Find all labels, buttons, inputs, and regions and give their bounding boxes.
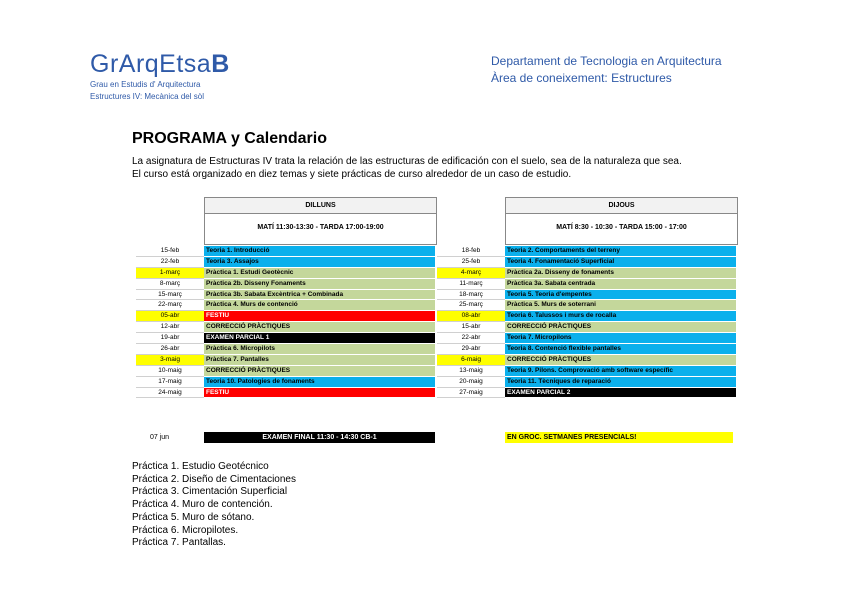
schedule-row [437,257,736,268]
schedule-date: 6-maig [437,355,505,366]
schedule-activity: Teoria 8. Contenció flexible pantalles [505,344,736,355]
schedule-date: 18-març [437,290,505,301]
schedule-activity: Pràctica 3a. Sabata centrada [505,279,736,290]
schedule-date: 25-març [437,300,505,311]
attendance-note: EN GROC. SETMANES PRESENCIALS! [505,432,733,443]
schedule-date: 08-abr [437,311,505,322]
schedule-date: 1-març [136,268,204,279]
page-title: PROGRAMA y Calendario [132,130,327,147]
schedule-date: 26-abr [136,344,204,355]
schedule-date: 12-abr [136,322,204,333]
schedule-row [136,333,435,344]
schedule-date: 15-abr [437,322,505,333]
schedule-row [437,322,736,333]
schedule-activity: Teoria 1. Introducció [204,246,435,257]
schedule-row [437,279,736,290]
schedule-date: 4-març [437,268,505,279]
monday-schedule-table [136,246,435,398]
intro-line-1: La asignatura de Estructuras IV trata la relación de las estructuras de edificación con el suelo, sea de la naturaleza que sea. [132,156,682,167]
schedule-activity: Teoria 7. Micropilons [505,333,736,344]
schedule-row [136,322,435,333]
schedule-date: 19-abr [136,333,204,344]
schedule-activity: FESTIU [204,388,435,399]
schedule-row [136,344,435,355]
schedule-row [437,311,736,322]
intro-line-2: El curso está organizado en diez temas y siete prácticas de curso alrededor de un caso de estudio. [132,169,572,180]
schedule-row [136,290,435,301]
schedule-activity: Pràctica 4. Murs de contenció [204,300,435,311]
schedule-row [437,366,736,377]
schedule-row [136,279,435,290]
schedule-date: 27-maig [437,388,505,399]
practice-item: Práctica 5. Muro de sótano. [132,511,255,523]
logo-main-text: GrArqEtsa [90,50,212,78]
intro-paragraph [132,155,782,181]
schedule-date: 11-març [437,279,505,290]
schedule-row [437,344,736,355]
schedule-date: 22-març [136,300,204,311]
schedule-date: 25-feb [437,257,505,268]
schedule-row [437,333,736,344]
schedule-date: 13-maig [437,366,505,377]
schedule-activity: Teoria 6. Talussos i murs de rocalla [505,311,736,322]
schedule-activity: Teoria 11. Tècniques de reparació [505,377,736,388]
schedule-date: 22-feb [136,257,204,268]
schedule-activity: Pràctica 6. Micropilots [204,344,435,355]
thursday-header [505,197,738,245]
schedule-date: 15-març [136,290,204,301]
schedule-row [437,300,736,311]
schedule-date: 20-maig [437,377,505,388]
logo-subtitle-degree: Grau en Estudis d' Arquitectura [90,80,201,89]
practice-item: Práctica 6. Micropilotes. [132,524,239,536]
schedule-activity: Pràctica 3b. Sabata Excèntrica + Combinada [204,290,435,301]
schedule-row [136,257,435,268]
schedule-activity: Teoria 10. Patologies de fonaments [204,377,435,388]
schedule-activity: EXAMEN PARCIAL 1 [204,333,435,344]
practice-item: Práctica 3. Cimentación Superficial [132,486,288,498]
monday-day-name: DILLUNS [205,198,436,214]
department-name: Departament de Tecnologia en Arquitectura [491,54,722,68]
schedule-activity: CORRECCIÓ PRÀCTIQUES [505,355,736,366]
schedule-date: 24-maig [136,388,204,399]
schedule-row [136,388,435,399]
schedule-activity: Pràctica 5. Murs de soterrani [505,300,736,311]
schedule-activity: Pràctica 7. Pantalles [204,355,435,366]
schedule-date: 10-maig [136,366,204,377]
schedule-row [136,300,435,311]
schedule-row [437,377,736,388]
schedule-date: 3-maig [136,355,204,366]
schedule-activity: Pràctica 2a. Disseny de fonaments [505,268,736,279]
schedule-activity: FESTIU [204,311,435,322]
schedule-activity: CORRECCIÓ PRÀCTIQUES [505,322,736,333]
schedule-activity: Teoria 2. Comportaments del terreny [505,246,736,257]
schedule-row [136,355,435,366]
schedule-row [136,311,435,322]
logo-subtitle-course: Estructures IV: Mecànica del sòl [90,92,204,101]
schedule-row [437,388,736,399]
schedule-date: 17-maig [136,377,204,388]
schedule-row [437,290,736,301]
final-exam-date: 07 jun [150,434,170,441]
schedule-row [136,377,435,388]
schedule-row [437,355,736,366]
schedule-activity: Pràctica 1. Estudi Geotècnic [204,268,435,279]
practices-list [132,461,296,550]
monday-header [204,197,437,245]
schedule-date: 15-feb [136,246,204,257]
practice-item: Práctica 2. Diseño de Cimentaciones [132,473,296,485]
schedule-activity: Teoria 5. Teoria d'empentes [505,290,736,301]
thursday-schedule-table [437,246,736,398]
schedule-date: 29-abr [437,344,505,355]
schedule-activity: CORRECCIÓ PRÀCTIQUES [204,322,435,333]
schedule-date: 05-abr [136,311,204,322]
schedule-activity: Teoria 3. Assajos [204,257,435,268]
schedule-row [437,268,736,279]
course-logo [90,50,230,78]
knowledge-area: Àrea de coneixement: Estructures [491,71,672,85]
schedule-date: 18-feb [437,246,505,257]
schedule-activity: Teoria 4. Fonamentació Superficial [505,257,736,268]
schedule-activity: Teoria 9. Pilons. Comprovació amb software específic [505,366,736,377]
schedule-row [437,246,736,257]
final-exam-bar: EXAMEN FINAL 11:30 - 14:30 CB-1 [204,432,435,443]
schedule-row [136,366,435,377]
logo-main-suffix: B [211,50,230,78]
thursday-schedule: MATÍ 8:30 - 10:30 - TARDA 15:00 - 17:00 [556,224,687,231]
practice-item: Práctica 4. Muro de contención. [132,499,273,511]
schedule-activity: Pràctica 2b. Disseny Fonaments [204,279,435,290]
schedule-row [136,246,435,257]
thursday-day-name: DIJOUS [506,198,737,214]
schedule-date: 22-abr [437,333,505,344]
practice-item: Práctica 7. Pantallas. [132,537,226,549]
schedule-activity: CORRECCIÓ PRÀCTIQUES [204,366,435,377]
monday-schedule: MATÍ 11:30-13:30 - TARDA 17:00-19:00 [257,224,384,231]
schedule-date: 8-març [136,279,204,290]
schedule-row [136,268,435,279]
practice-item: Práctica 1. Estudio Geotécnico [132,461,269,472]
schedule-activity: EXAMEN PARCIAL 2 [505,388,736,399]
